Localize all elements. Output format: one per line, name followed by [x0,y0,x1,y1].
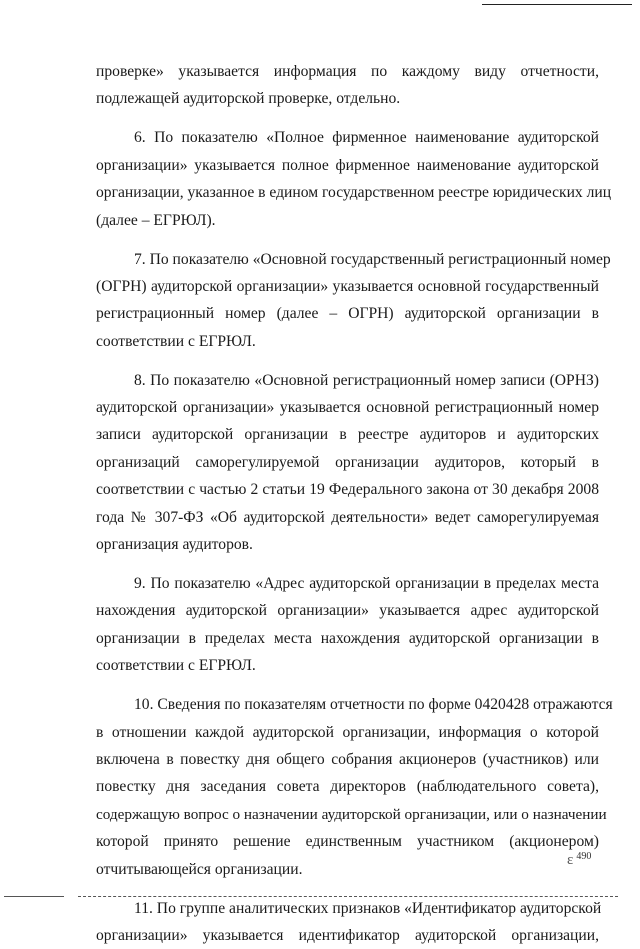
text-line: регистрационный номер (далее – ОГРН) аудиторской организации в [96,300,599,327]
text-line: 11. По группе аналитических признаков «Идентификатор аудиторской [134,895,599,922]
text-line: проверке» указывается информация по каждому виду отчетности, [96,58,599,85]
text-line: которой принято решение единственным участником (акционером) [96,828,599,855]
text-line: соответствии с ЕГРЮЛ. [96,652,599,679]
page-number: 490 [576,851,591,862]
text-line: повестку дня заседания совета директоров (наблюдательного совета), [96,773,599,800]
page-stamp [567,852,591,868]
text-line: 9. По показателю «Адрес аудиторской организации в пределах места [134,570,599,597]
text-line: подлежащей аудиторской проверке, отдельно. [96,85,599,112]
text-line: года № 307-ФЗ «Об аудиторской деятельности» ведет саморегулируемая [96,504,599,531]
footer-rule-left [4,896,64,897]
paragraph-10 [96,691,599,883]
text-line: нахождения аудиторской организации» указывается адрес аудиторской [96,597,599,624]
paragraph-9 [96,570,599,680]
footer-rule-right [78,896,618,897]
text-line: записи аудиторской организации в реестре аудиторов и аудиторских [96,421,599,448]
text-line: содержащую вопрос о назначении аудиторской организации, или о назначении [96,801,599,828]
text-line: 8. По показателю «Основной регистрационный номер записи (ОРНЗ) [134,367,599,394]
text-line: организации, указанное в едином государственном реестре юридических лиц [96,179,599,206]
paragraph-8 [96,367,599,559]
text-line: организации» указывается полное фирменное наименование аудиторской [96,152,599,179]
text-line: отчитывающейся организации. [96,856,599,883]
text-line: (ОГРН) аудиторской организации» указывается основной государственный [96,273,599,300]
paragraph-11 [96,895,599,949]
text-line: соответствии с ЕГРЮЛ. [96,328,599,355]
paragraph-5-continuation [96,58,599,113]
stamp-mark: ε [567,852,573,868]
paragraph-7 [96,246,599,356]
text-line: включена в повестку дня общего собрания акционеров (участников) или [96,746,599,773]
text-line: организации в пределах места нахождения аудиторской организации в [96,625,599,652]
text-line: 6. По показателю «Полное фирменное наименование аудиторской [134,124,599,151]
paragraph-6 [96,124,599,234]
text-line: (далее – ЕГРЮЛ). [96,207,599,234]
document-body [96,58,599,949]
text-line: аудиторской организации» указывается основной регистрационный номер [96,394,599,421]
text-line: 7. По показателю «Основной государственный регистрационный номер [134,246,599,273]
text-line: в отношении каждой аудиторской организации, информация о которой [96,719,599,746]
text-line: организаций саморегулируемой организации аудиторов, который в [96,449,599,476]
text-line: соответствии с частью 2 статьи 19 Федерального закона от 30 декабря 2008 [96,476,599,503]
text-line: организации» указывается идентификатор аудиторской организации, [96,922,599,949]
header-rule [482,4,632,5]
text-line: организация аудиторов. [96,531,599,558]
text-line: 10. Сведения по показателям отчетности по форме 0420428 отражаются [134,691,599,718]
